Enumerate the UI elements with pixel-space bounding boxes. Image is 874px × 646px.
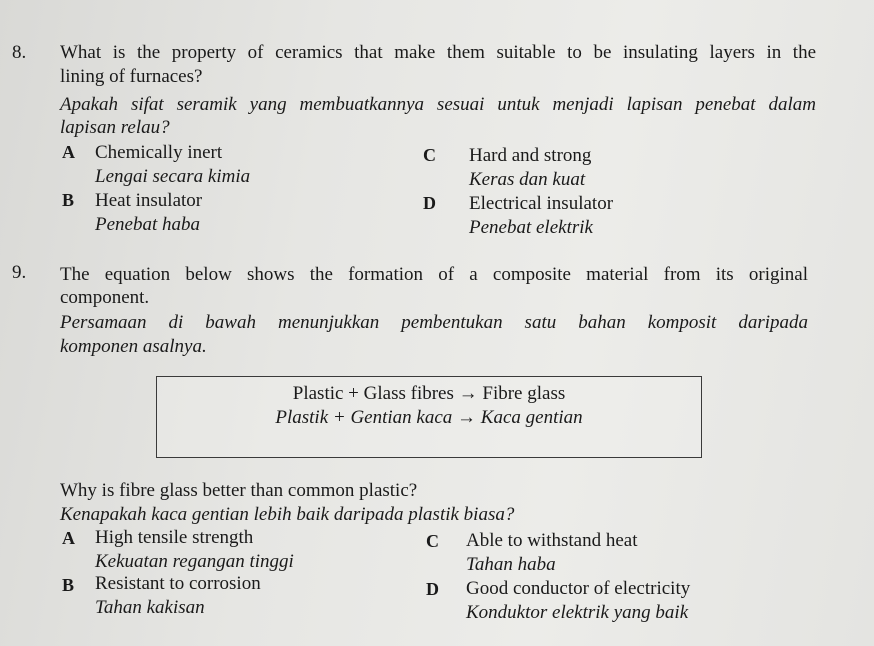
q8-option-b-text: Heat insulator (95, 190, 203, 211)
q9-option-c-letter: C (426, 531, 439, 551)
q8-option-c-text: Hard and strong (469, 145, 592, 166)
question-8-stem-ms-line2: lapisan relau? (60, 117, 170, 138)
question-9-stem-en-line2: component. (60, 287, 150, 308)
q8-option-c-text-ms: Keras dan kuat (469, 169, 586, 190)
question-9-prompt-ms: Kenapakah kaca gentian lebih baik daripada plastik biasa? (60, 504, 515, 525)
question-8-stem-en-line2: lining of furnaces? (60, 66, 203, 87)
q8-option-d-text-ms: Penebat elektrik (469, 217, 593, 238)
question-8-stem-en-line1: What is the property of ceramics that make them suitable to be insulating layers in the (60, 42, 816, 63)
equation-box (156, 376, 702, 458)
q8-option-b-text-ms: Penebat haba (95, 214, 201, 235)
q9-option-a-text: High tensile strength (95, 527, 254, 548)
q9-option-c-text-ms: Tahan haba (466, 554, 556, 575)
q9-option-c-text: Able to withstand heat (466, 530, 638, 551)
question-9-stem-ms-line2: komponen asalnya. (60, 336, 207, 357)
q8-option-c-letter: C (423, 145, 436, 165)
q8-option-a-text-ms: Lengai secara kimia (95, 166, 251, 187)
q8-option-d-letter: D (423, 193, 436, 213)
question-8-number: 8. (12, 42, 27, 63)
q9-option-b-letter: B (62, 575, 75, 595)
q9-option-b-text-ms: Tahan kakisan (95, 597, 205, 618)
q9-option-d-text-ms: Konduktor elektrik yang baik (466, 602, 689, 623)
q9-option-d-letter: D (426, 579, 439, 599)
question-8-stem-ms-line1: Apakah sifat seramik yang membuatkannya sesuai untuk menjadi lapisan penebat dalam (60, 94, 816, 115)
q9-option-a-text-ms: Kekuatan regangan tinggi (95, 551, 294, 572)
q9-option-d-text: Good conductor of electricity (466, 578, 691, 599)
equation-ms: Plastik + Gentian kaca → Kaca gentian (275, 407, 583, 428)
q8-option-b-letter: B (62, 190, 75, 210)
q9-option-b-text: Resistant to corrosion (95, 573, 261, 594)
q8-option-a-text: Chemically inert (95, 142, 223, 163)
question-9-stem-ms-line1: Persamaan di bawah menunjukkan pembentukan satu bahan komposit daripada (60, 312, 808, 333)
q8-option-a-letter: A (62, 142, 75, 162)
equation-en: Plastic + Glass fibres → Fibre glass (292, 383, 566, 404)
q9-option-a-letter: A (62, 528, 75, 548)
question-9-number: 9. (12, 262, 27, 283)
question-9-prompt-en: Why is fibre glass better than common plastic? (60, 480, 418, 501)
question-9-stem-en-line1: The equation below shows the formation of a composite material from its original (60, 264, 808, 285)
q8-option-d-text: Electrical insulator (469, 193, 614, 214)
